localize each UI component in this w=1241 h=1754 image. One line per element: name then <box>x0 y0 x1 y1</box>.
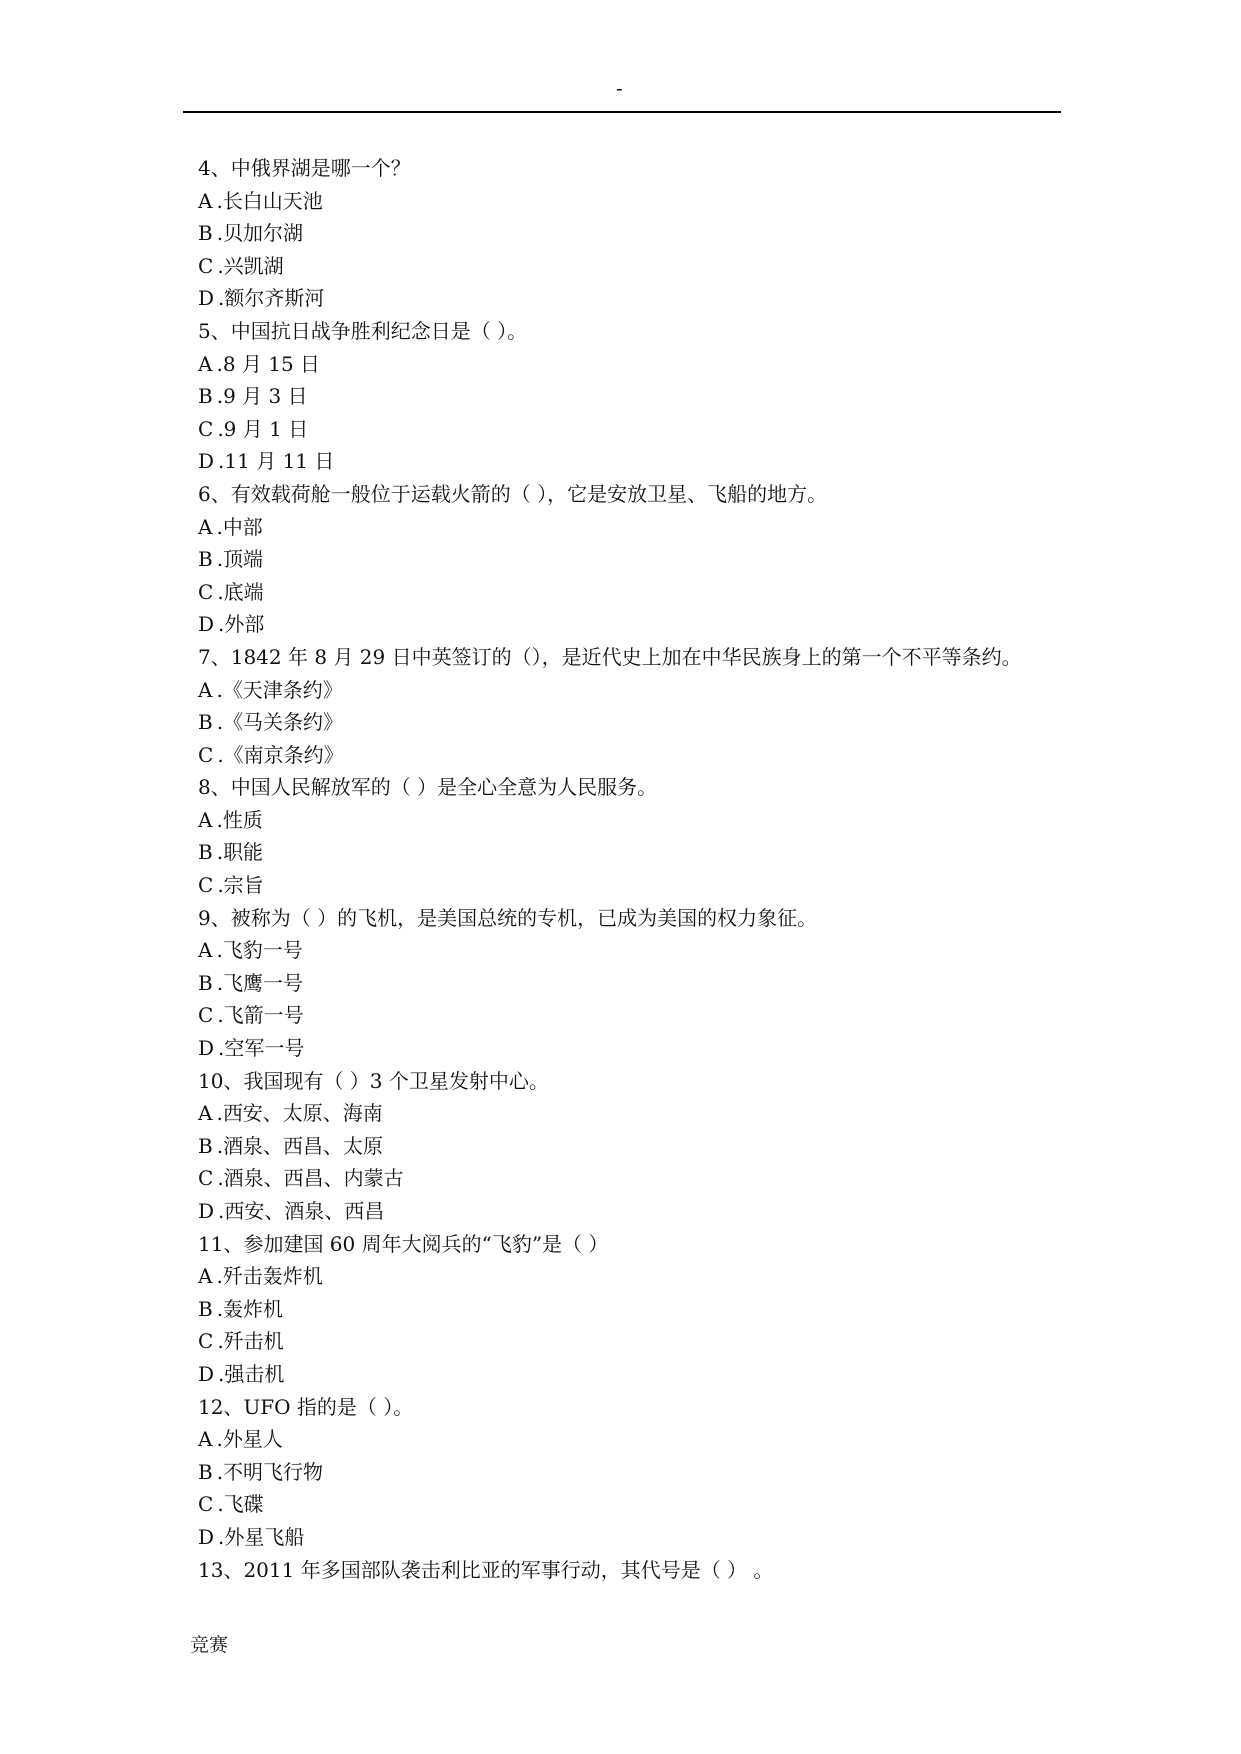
option-letter: C <box>198 579 214 604</box>
answer-option <box>198 869 1078 902</box>
answer-option <box>198 380 1078 413</box>
option-letter: D <box>198 1199 215 1223</box>
option-letter: B <box>198 547 213 572</box>
option-letter: C <box>198 1329 214 1354</box>
footer-label: 竞赛 <box>190 1634 229 1656</box>
option-text: 8 月 15 日 <box>222 351 321 376</box>
option-text: 飞箭一号 <box>223 1003 304 1028</box>
question-text: 11、参加建国 60 周年大阅兵的“飞豹”是（ ） <box>198 1231 609 1256</box>
option-separator: . <box>217 416 224 441</box>
option-separator: . <box>218 1524 225 1549</box>
option-text: 宗旨 <box>223 873 264 898</box>
option-letter: D <box>198 1036 215 1061</box>
option-letter: B <box>198 1296 213 1321</box>
option-text: 外星飞船 <box>224 1524 305 1549</box>
question-text: 10、我国现有（ ）3 个卫星发射中心。 <box>198 1068 549 1093</box>
option-letter: D <box>198 612 215 637</box>
option-text: 歼击轰炸机 <box>222 1264 323 1289</box>
option-text: 11 月 11 日 <box>224 449 335 474</box>
option-separator: . <box>218 1199 225 1223</box>
option-letter: B <box>198 970 213 995</box>
option-separator: . <box>218 612 225 637</box>
option-separator: . <box>217 253 224 278</box>
answer-option <box>198 1097 1078 1130</box>
option-text: 西安、太原、海南 <box>222 1101 383 1126</box>
option-letter: A <box>198 938 213 963</box>
answer-option <box>198 1325 1078 1358</box>
option-letter: B <box>198 221 213 246</box>
header-mark: - <box>616 76 623 100</box>
option-separator: . <box>216 970 224 995</box>
answer-option <box>198 1032 1078 1065</box>
answer-option <box>198 1456 1078 1489</box>
option-separator: . <box>216 1427 223 1452</box>
question-text: 8、中国人民解放军的（ ）是全心全意为人民服务。 <box>198 775 658 800</box>
option-letter: D <box>198 449 215 474</box>
option-letter: B <box>198 384 213 409</box>
option-separator: . <box>216 1133 224 1158</box>
option-text: 长白山天池 <box>222 188 323 213</box>
answer-option <box>198 967 1078 1000</box>
option-letter: D <box>198 1361 215 1386</box>
option-separator: . <box>216 221 224 246</box>
option-text: 不明飞行物 <box>223 1459 324 1484</box>
answer-option <box>198 282 1078 315</box>
option-separator: . <box>216 188 223 213</box>
option-text: 兴凯湖 <box>223 253 284 278</box>
option-text: 额尔齐斯河 <box>224 286 325 311</box>
option-text: 《马关条约》 <box>223 710 344 735</box>
question-text: 4、中俄界湖是哪一个？ <box>198 156 411 180</box>
option-separator: . <box>216 384 224 409</box>
option-separator: . <box>216 840 224 865</box>
option-letter: A <box>198 188 213 213</box>
option-separator: . <box>218 1361 225 1386</box>
option-separator: . <box>218 1036 225 1061</box>
option-separator: . <box>216 514 223 539</box>
option-separator: . <box>216 710 224 735</box>
option-letter: B <box>198 840 213 865</box>
answer-option <box>198 1488 1078 1521</box>
option-text: 贝加尔湖 <box>223 221 304 246</box>
question-text: 9、被称为（ ）的飞机，是美国总统的专机，已成为美国的权力象征。 <box>198 905 818 930</box>
option-text: 飞鹰一号 <box>223 970 304 995</box>
answer-option <box>198 836 1078 869</box>
answer-option <box>198 1423 1078 1456</box>
option-letter: A <box>198 1264 213 1289</box>
answer-option <box>198 608 1078 641</box>
option-text: 中部 <box>222 514 263 539</box>
option-text: 空军一号 <box>224 1036 305 1061</box>
option-separator: . <box>216 1296 224 1321</box>
option-letter: B <box>198 710 213 735</box>
answer-option <box>198 739 1078 772</box>
option-text: 外部 <box>224 612 265 637</box>
option-text: 顶端 <box>223 547 264 572</box>
answer-option <box>198 185 1078 218</box>
option-text: 性质 <box>222 807 263 832</box>
option-letter: C <box>198 416 214 441</box>
option-separator: . <box>217 1166 224 1191</box>
option-letter: C <box>198 1003 214 1028</box>
option-letter: A <box>198 677 213 702</box>
option-separator: . <box>216 938 223 963</box>
answer-option <box>198 1195 1078 1228</box>
option-letter: C <box>198 873 214 898</box>
question-text: 12、UFO 指的是（ ）。 <box>198 1394 414 1419</box>
option-text: 强击机 <box>224 1361 285 1386</box>
answer-option <box>198 1162 1078 1195</box>
option-separator: . <box>216 1101 223 1126</box>
option-separator: . <box>216 1264 223 1289</box>
answer-option <box>198 413 1078 446</box>
option-letter: B <box>198 1133 213 1158</box>
option-letter: C <box>198 253 214 278</box>
answer-option <box>198 543 1078 576</box>
option-separator: . <box>216 807 223 832</box>
option-letter: C <box>198 1166 214 1191</box>
option-text: 歼击机 <box>223 1329 284 1354</box>
option-text: 《天津条约》 <box>222 677 343 702</box>
option-separator: . <box>217 873 224 898</box>
question-text: 7、1842 年 8 月 29 日中英签订的（），是近代史上加在中华民族身上的第一个不平等条约。 <box>198 644 1022 669</box>
question-text: 5、中国抗日战争胜利纪念日是（ ）。 <box>198 318 528 343</box>
option-letter: A <box>198 807 213 832</box>
answer-option <box>198 804 1078 837</box>
option-text: 底端 <box>223 579 264 604</box>
header-rule <box>183 111 1061 113</box>
answer-option <box>198 706 1078 739</box>
option-letter: C <box>198 1492 214 1517</box>
answer-option <box>198 1130 1078 1163</box>
option-letter: B <box>198 1459 213 1484</box>
option-letter: A <box>198 514 213 539</box>
answer-option <box>198 348 1078 381</box>
answer-option <box>198 250 1078 283</box>
option-separator: . <box>216 1459 224 1484</box>
option-text: 西安、酒泉、西昌 <box>224 1199 385 1223</box>
answer-option <box>198 1260 1078 1293</box>
option-letter: D <box>198 286 215 311</box>
answer-option <box>198 999 1078 1032</box>
answer-option <box>198 445 1078 478</box>
answer-option <box>198 1521 1078 1554</box>
option-separator: . <box>217 579 224 604</box>
option-separator: . <box>216 351 223 376</box>
option-letter: A <box>198 351 213 376</box>
question-text: 6、有效载荷舱一般位于运载火箭的（ ），它是安放卫星、飞船的地方。 <box>198 481 828 506</box>
answer-option <box>198 1358 1078 1391</box>
option-text: 酒泉、西昌、太原 <box>223 1133 384 1158</box>
option-text: 轰炸机 <box>223 1296 284 1321</box>
option-letter: A <box>198 1101 213 1126</box>
question-text: 13、2011 年多国部队袭击利比亚的军事行动，其代号是（ ） 。 <box>198 1557 774 1582</box>
option-text: 外星人 <box>222 1427 283 1452</box>
option-text: 飞豹一号 <box>222 938 303 963</box>
question-list <box>198 152 1078 1586</box>
answer-option <box>198 934 1078 967</box>
option-text: 酒泉、西昌、内蒙古 <box>223 1166 404 1191</box>
option-separator: . <box>216 677 223 702</box>
option-separator: . <box>218 449 225 474</box>
option-text: 飞碟 <box>223 1492 264 1517</box>
option-separator: . <box>217 742 224 767</box>
answer-option <box>198 217 1078 250</box>
answer-option <box>198 674 1078 707</box>
option-letter: C <box>198 742 214 767</box>
option-separator: . <box>216 547 224 572</box>
answer-option <box>198 1293 1078 1326</box>
option-text: 《南京条约》 <box>223 742 344 767</box>
option-text: 9 月 1 日 <box>223 416 309 441</box>
option-separator: . <box>217 1003 224 1028</box>
option-text: 职能 <box>223 840 264 865</box>
option-text: 9 月 3 日 <box>223 384 308 409</box>
option-letter: A <box>198 1427 213 1452</box>
option-separator: . <box>217 1492 224 1517</box>
option-letter: D <box>198 1524 215 1549</box>
answer-option <box>198 511 1078 544</box>
option-separator: . <box>218 286 225 311</box>
option-separator: . <box>217 1329 224 1354</box>
answer-option <box>198 576 1078 609</box>
